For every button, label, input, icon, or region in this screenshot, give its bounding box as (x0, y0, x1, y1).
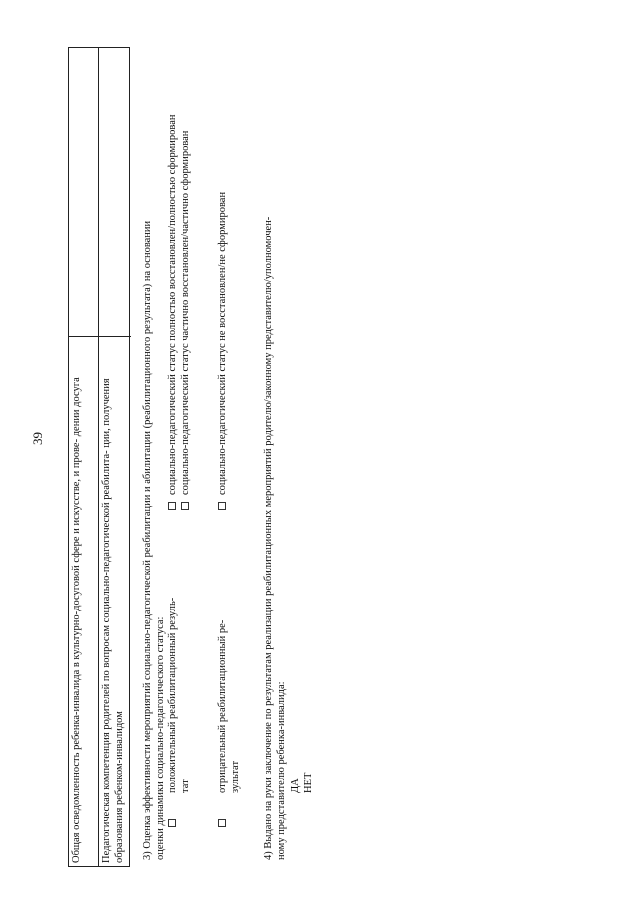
table-cell-criterion: Общая осведомленность ребенка-инвалида в культурно-досуговой сфере и искусстве, и прове- дении досуга (69, 336, 98, 866)
status-partially-restored-checkbox[interactable] (181, 502, 189, 510)
negative-result-label-cont: зультат (230, 760, 241, 793)
answer-no[interactable]: НЕТ (303, 772, 314, 793)
section4-heading: 4) Выдано на руки заключение по результатам реализации реабилитационных мероприятий родителю/законному представителю/уполномочен- (263, 216, 274, 860)
table-cell-value (69, 46, 98, 336)
negative-result-checkbox[interactable] (218, 819, 226, 827)
table-row (99, 48, 131, 866)
answer-yes[interactable]: ДА (290, 778, 301, 793)
page-number: 39 (30, 432, 45, 445)
status-not-restored-label: социально-педагогический статус не восстановлен/не сформирован (217, 191, 228, 495)
assessment-table (68, 47, 130, 867)
section4-heading-cont: ному представителю ребенка-инвалида: (276, 681, 287, 860)
table-row (69, 48, 99, 866)
negative-result-label: отрицательный реабилитационный ре- (217, 619, 228, 793)
status-fully-restored-label: социально-педагогический статус полностью восстановлен/полностью сформирован (167, 114, 178, 495)
positive-result-checkbox[interactable] (168, 819, 176, 827)
table-cell-criterion: Педагогическая компетенция родителей по вопросам социально-педагогической реабилита- ции, получения образования ребенком-инвалидом (99, 336, 131, 866)
section3-heading: 3) Оценка эффективности мероприятий социально-педагогической реабилитации и абилитации (реабилитационного результата) на основании (142, 220, 153, 860)
status-fully-restored-checkbox[interactable] (168, 502, 176, 510)
table-cell-value (99, 46, 131, 336)
status-partially-restored-label: социально-педагогический статус частично восстановлен/частично сформирован (180, 130, 191, 495)
positive-result-label: положительный реабилитационный резуль- (167, 597, 178, 793)
section3-heading-cont: оценки динамики социально-педагогического статуса: (155, 616, 166, 860)
positive-result-label-cont: тат (180, 779, 191, 793)
status-not-restored-checkbox[interactable] (218, 502, 226, 510)
